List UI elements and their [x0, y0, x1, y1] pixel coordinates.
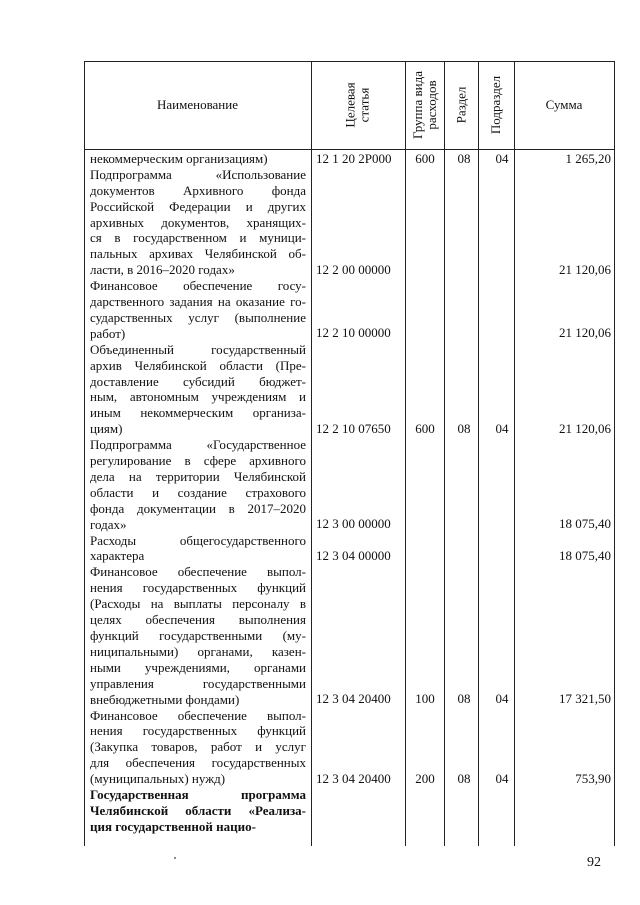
row-name-line: регулирование в сфере архивного	[90, 453, 306, 469]
row-name-line: некоммерческим организациям)	[90, 151, 268, 166]
row-name-line: Подпрограмма «Государственное	[90, 437, 306, 453]
row-name-line: циям)	[90, 421, 123, 437]
row-name	[90, 151, 306, 167]
row-section: 08	[457, 770, 471, 786]
row-name-line: иным некоммерческим организа-	[90, 405, 306, 421]
row-name-line: (Расходы на выплаты персоналу в	[90, 596, 306, 612]
row-name-line: (Закупка товаров, работ и услуг	[90, 739, 306, 755]
header-subsection: Подраздел	[488, 75, 504, 135]
row-name-line: ным, автономным учреждениям и	[90, 389, 306, 405]
row-target-code: 12 3 04 00000	[316, 547, 391, 563]
row-name-line: функций государственными (му-	[90, 627, 306, 643]
row-sum: 17 321,50	[559, 691, 611, 707]
row-name-line: Объединенный государственный	[90, 341, 306, 357]
row-name	[90, 564, 306, 707]
row-name-line: ными учреждениями, органами	[90, 659, 306, 675]
row-name-line: Расходы общегосударственного	[90, 532, 306, 548]
row-sum: 1 265,20	[565, 150, 611, 166]
row-target-code: 12 3 04 20400	[316, 691, 391, 707]
row-name-line: работ)	[90, 325, 126, 341]
row-expense-group: 600	[415, 150, 435, 166]
col-border-right	[614, 61, 615, 846]
row-subsection: 04	[495, 691, 509, 707]
table-row	[84, 151, 614, 167]
row-target-code: 12 1 20 2Р000	[316, 150, 392, 166]
row-sum: 753,90	[575, 770, 611, 786]
row-name-line: нения государственных функций	[90, 723, 306, 739]
row-subsection: 04	[495, 770, 509, 786]
row-name-line: Подпрограмма «Использование	[90, 166, 306, 182]
header-section: Раздел	[453, 86, 468, 124]
table-row	[84, 342, 614, 437]
row-name-line: Финансовое обеспечение госу-	[90, 278, 306, 294]
table-row	[84, 564, 614, 707]
row-expense-group: 200	[415, 770, 435, 786]
row-name-line: управления государственными	[90, 675, 306, 691]
row-expense-group: 600	[415, 420, 435, 436]
row-name-line: для обеспечения государственных	[90, 755, 306, 771]
row-target-code: 12 3 00 00000	[316, 516, 391, 532]
row-name-line: сударственных услуг (выполнение	[90, 309, 306, 325]
row-name-line: ся в государственном и муници-	[90, 230, 306, 246]
row-name-line: нения государственных функций	[90, 580, 306, 596]
header-target: Целевая статья	[342, 82, 372, 128]
row-name	[90, 342, 306, 437]
row-name-line: пальных архивах Челябинской об-	[90, 246, 306, 262]
row-section: 08	[457, 691, 471, 707]
row-name-line: ниципальными) органами, казен-	[90, 643, 306, 659]
row-sum: 21 120,06	[559, 325, 611, 341]
scan-mark	[174, 857, 176, 859]
row-sum: 18 075,40	[559, 516, 611, 532]
row-name-line: Финансовое обеспечение выпол-	[90, 707, 306, 723]
table-row	[84, 278, 614, 342]
row-name-line: дарственного задания на оказание го-	[90, 294, 306, 310]
row-name	[90, 708, 306, 787]
row-name	[90, 278, 306, 342]
row-name-line: Финансовое обеспечение выпол-	[90, 564, 306, 580]
header-sum: Сумма	[545, 97, 583, 112]
table-row	[84, 167, 614, 278]
row-sum: 21 120,06	[559, 261, 611, 277]
table-row	[84, 708, 614, 788]
row-target-code: 12 3 04 20400	[316, 770, 391, 786]
row-name-line: Российской Федерации и других	[90, 198, 306, 214]
row-name-line: фонда документации в 2017–2020	[90, 500, 306, 516]
row-sum: 18 075,40	[559, 547, 611, 563]
table-row	[84, 787, 614, 835]
row-name-line: внебюджетными фондами)	[90, 691, 240, 707]
row-name-line: Государственная программа	[90, 787, 306, 802]
row-name	[90, 437, 306, 532]
row-target-code: 12 2 10 07650	[316, 420, 391, 436]
header-group: Группа вида расходов	[409, 71, 439, 139]
row-name-line: архивных документов, хранящих-	[90, 214, 306, 230]
row-subsection: 04	[495, 150, 509, 166]
row-name-line: документов Архивного фонда	[90, 182, 306, 198]
row-name	[90, 533, 306, 565]
row-subsection: 04	[495, 420, 509, 436]
row-section: 08	[457, 420, 471, 436]
row-target-code: 12 2 00 00000	[316, 261, 391, 277]
row-sum: 21 120,06	[559, 420, 611, 436]
row-name-line: Челябинской области «Реализа-	[90, 802, 306, 818]
row-target-code: 12 2 10 00000	[316, 325, 391, 341]
row-name-line: области и создание страхового	[90, 484, 306, 500]
row-name-line: ция государственной нацио-	[90, 818, 256, 834]
row-name-line: годах»	[90, 516, 127, 532]
row-name-line: дела на территории Челябинской	[90, 468, 306, 484]
table-row	[84, 437, 614, 532]
page-number: 92	[587, 855, 601, 870]
header-name: Наименование	[157, 97, 238, 112]
row-expense-group: 100	[415, 691, 435, 707]
row-name-line: целях обеспечения выполнения	[90, 612, 306, 628]
table-row	[84, 533, 614, 565]
row-name-line: ласти, в 2016–2020 годах»	[90, 262, 235, 278]
row-section: 08	[457, 150, 471, 166]
row-name-line: характера	[90, 548, 145, 564]
row-name-line: архив Челябинской области (Пре-	[90, 357, 306, 373]
row-name	[90, 787, 306, 835]
row-name-line: (муниципальных) нужд)	[90, 771, 226, 787]
row-name	[90, 167, 306, 278]
row-name-line: доставление субсидий бюджет-	[90, 373, 306, 389]
